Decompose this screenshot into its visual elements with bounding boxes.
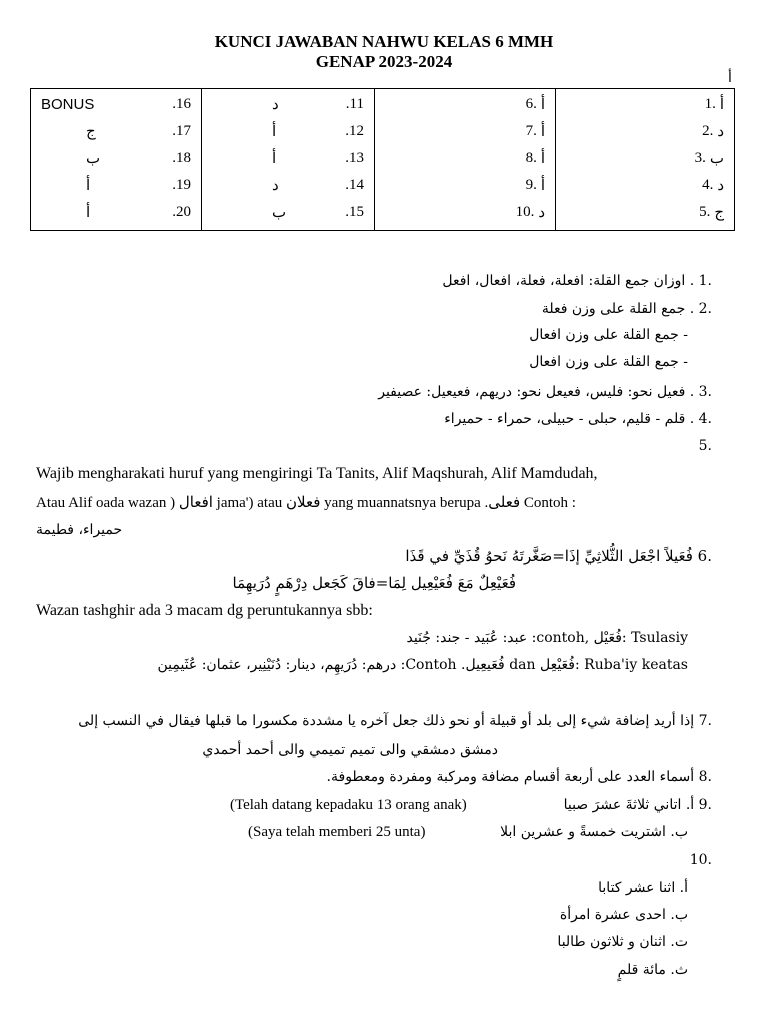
answer-10-item: ث. مائة قلمٍ — [617, 962, 688, 978]
question-number: .13 — [345, 150, 364, 166]
answer-2-item: - جمع القلة على وزن افعال — [529, 354, 688, 370]
answer-row — [566, 199, 724, 226]
answer-value: د — [272, 176, 279, 194]
answer-column-16-20 — [31, 89, 202, 231]
answer-1: .1 . اوزان جمع القلة: افعلة، فعلة، افعال، افعل — [442, 273, 712, 289]
answer-row — [385, 118, 545, 145]
question-number: .15 — [345, 204, 364, 220]
question-number: 6. — [525, 96, 537, 112]
answer-value: أ — [272, 122, 277, 140]
answer-value: أ — [272, 149, 277, 167]
answer-10-item: ب. احدى عشرة امرأة — [559, 907, 688, 923]
answer-row — [385, 145, 545, 172]
answer-value: د — [538, 203, 545, 221]
answer-value: ج — [86, 122, 96, 140]
answer-value: ج — [714, 203, 724, 221]
answer-2-item: - جمع القلة على وزن افعال — [529, 327, 688, 343]
answer-10-item: أ. اثنا عشر كتابا — [598, 880, 688, 896]
answer-value: د — [717, 122, 724, 140]
answer-9b-translation: (Saya telah memberi 25 unta) — [248, 824, 426, 840]
question-number: .16 — [172, 96, 191, 112]
answer-row — [385, 91, 545, 118]
answer-row — [212, 145, 364, 172]
question-number: 4. — [702, 177, 714, 193]
question-number: 8. — [525, 150, 537, 166]
doc-subtitle: GENAP 2023-2024 — [315, 52, 453, 71]
answer-column-11-15 — [202, 89, 375, 231]
answer-row — [566, 91, 724, 118]
doc-title: KUNCI JAWABAN NAHWU KELAS 6 MMH — [214, 32, 554, 51]
answer-key-table — [30, 88, 735, 231]
answer-value: أ — [86, 176, 91, 194]
corner-marker: أ — [728, 70, 732, 86]
question-number: .18 — [172, 150, 191, 166]
question-number: .19 — [172, 177, 191, 193]
answer-value: ب — [709, 149, 724, 167]
answer-value: أ — [540, 176, 545, 194]
answer-value: أ — [540, 149, 545, 167]
answer-row — [385, 199, 545, 226]
answer-6-verse: فُعَيْعِلٌ مَعَ فُعَيْعِيل لِمَا=فاقَ كَجَعل دِرْهَمٍ دُرَيهِمَا — [232, 574, 516, 592]
answer-row — [41, 172, 191, 199]
answer-6-text: Wazan tashghir ada 3 macam dg peruntukannya sbb: — [36, 602, 373, 619]
answer-value: د — [717, 176, 724, 194]
answer-row — [212, 118, 364, 145]
question-number: .20 — [172, 204, 191, 220]
answer-8: .8 أسماء العدد على أربعة أقسام مضافة ومركبة ومفردة ومعطوفة. — [326, 769, 712, 785]
question-number: .12 — [345, 123, 364, 139]
question-number: 10. — [515, 204, 535, 220]
answer-row — [41, 145, 191, 172]
answer-value: أ — [719, 95, 724, 113]
question-number: 9. — [525, 177, 537, 193]
answer-9a-translation: (Telah datang kepadaku 13 orang anak) — [230, 797, 467, 813]
answer-row — [212, 91, 364, 118]
answer-5-example: حميراء، فطيمة — [36, 522, 123, 538]
answer-value: BONUS — [41, 96, 95, 113]
answer-7-cont: دمشق دمشقي والى تميم تميمي والى أحمد أحمدي — [202, 742, 498, 758]
answer-column-1-5 — [556, 89, 735, 231]
answer-2: .2 . جمع القلة على وزن فعلة — [541, 301, 712, 317]
answer-4: .4 . قلم - قليم، حبلى - حبيلى، حمراء - حميراء — [444, 411, 712, 427]
answer-6-verse: .6 فُعَيلاً اجْعَل الثُّلاثِيِّ إذَا=صَغَّرتَهُ نَحوُ قُذَيِّ في قَذَا — [405, 547, 712, 565]
answer-value: د — [272, 95, 279, 113]
answer-5-text: Atau Alif oada wazan ) افعال jama') atau فعلان yang muannatsnya berupa .فعلى Contoh : — [36, 495, 576, 511]
answer-5: .5 — [698, 438, 712, 454]
answer-10-item: ت. اثنان و ثلاثون طالبا — [557, 934, 688, 950]
answer-value: أ — [540, 95, 545, 113]
answer-9a: .9 أ. اتاني ثلاثةَ عشرَ صبيا — [563, 797, 712, 813]
answer-9b: ب. اشتريت خمسةً و عشرين ابلا — [500, 824, 688, 840]
answer-value: أ — [86, 203, 91, 221]
answer-value: أ — [540, 122, 545, 140]
question-number: .17 — [172, 123, 191, 139]
question-number: 5. — [699, 204, 711, 220]
answer-row — [41, 91, 191, 118]
answer-5-text: Wajib mengharakati huruf yang mengiringi Ta Tanits, Alif Maqshurah, Alif Mamdudah, — [36, 465, 598, 482]
answer-row — [212, 199, 364, 226]
answer-value: ب — [272, 203, 287, 221]
question-number: 1. — [704, 96, 716, 112]
answer-row — [385, 172, 545, 199]
answer-row — [41, 118, 191, 145]
answer-row — [566, 172, 724, 199]
answer-row — [212, 172, 364, 199]
answer-row — [41, 199, 191, 226]
question-number: .11 — [345, 96, 364, 112]
answer-10: .10 — [689, 852, 712, 868]
question-number: .14 — [345, 177, 364, 193]
answer-row — [566, 118, 724, 145]
answer-6-example: Tsulasiy :فُعَيْل ,contoh: عبد: عُبَيد - جند: جُنَيد — [406, 630, 688, 646]
question-number: 7. — [525, 123, 537, 139]
answer-row — [566, 145, 724, 172]
question-number: 2. — [702, 123, 714, 139]
answer-value: ب — [86, 149, 101, 167]
question-number: 3. — [694, 150, 706, 166]
answer-3: .3 . فعيل نحو: فليس، فعيعل نحو: دريهم، فعيعيل: عصيفير — [378, 384, 712, 400]
answer-7: .7 إذا أريد إضافة شيء إلى بلد أو قبيلة أو نحو ذلك جعل آخره يا مشددة مكسورا ما قبلها فيقال في النسب إلى — [78, 713, 712, 729]
answer-column-6-10 — [375, 89, 556, 231]
answer-6-example: Ruba'iy keatas :فُعَيْعِل dan فُعَيعِيل. Contoh: درهم: دُرَيهِم، دينار: دُنَيْنِير، عثمان: عُثَيمِين — [157, 657, 688, 673]
